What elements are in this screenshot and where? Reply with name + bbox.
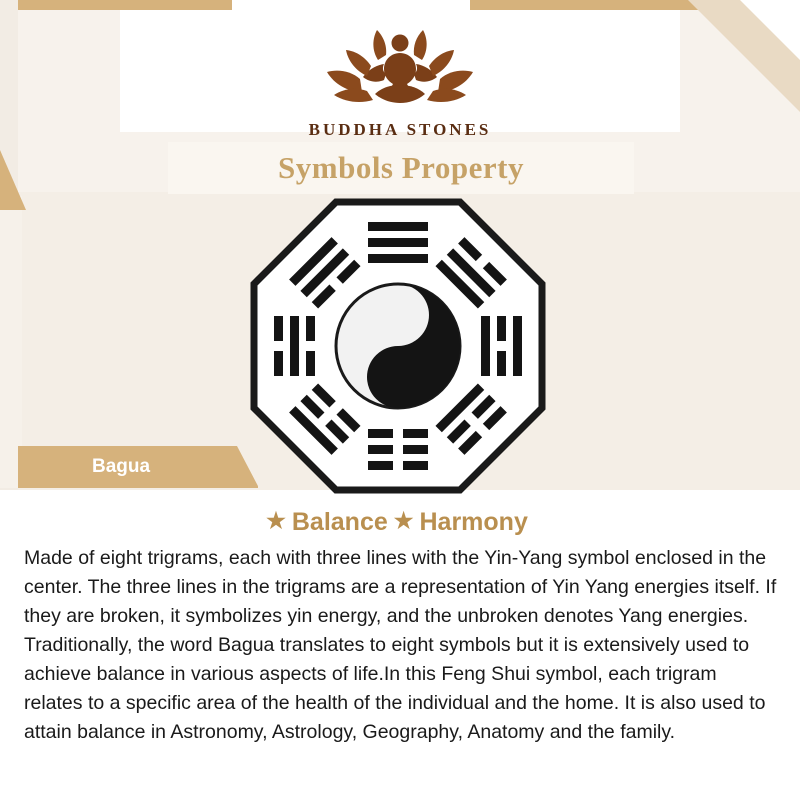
title-banner: [168, 142, 634, 194]
brand-name: BUDDHA STONES: [308, 120, 492, 139]
lotus-meditation-icon: [315, 20, 485, 116]
keyword-harmony: Harmony: [419, 508, 528, 536]
page-title: Symbols Property: [278, 150, 524, 185]
trigram-top: [368, 222, 428, 263]
symbol-label-tag: [18, 446, 258, 488]
decor-band-top-left: [0, 0, 232, 10]
star-icon-right: ★: [393, 508, 414, 533]
brand-logo: [0, 20, 800, 140]
star-icon-left: ★: [266, 508, 286, 533]
bagua-illustration: [248, 196, 548, 496]
decor-corner-left-notch: [0, 150, 26, 210]
keyword-balance: Balance: [291, 508, 388, 536]
decor-left-accent: [0, 196, 22, 488]
keyword-row: [0, 508, 800, 537]
yin-yang-icon: [336, 284, 460, 408]
symbol-label: Bagua: [92, 456, 151, 477]
description-paragraph: Made of eight trigrams, each with three lines with the Yin-Yang symbol enclosed in the center. The three lines in the trigrams are a representation of Yin Yang energies itself. If they are broken, it symbolizes yin energy, and the unbroken denotes Yang energies. Traditionally, the word Bagua translates to eight symbols but it is extensively used to achieve balance in various aspects of life.In this Feng Shui symbol, each trigram relates to a specific area of the health of the individual and the home. It is also used to attain balance in Astronomy, Astrology, Geography, Anatomy and the family.: [24, 547, 777, 743]
